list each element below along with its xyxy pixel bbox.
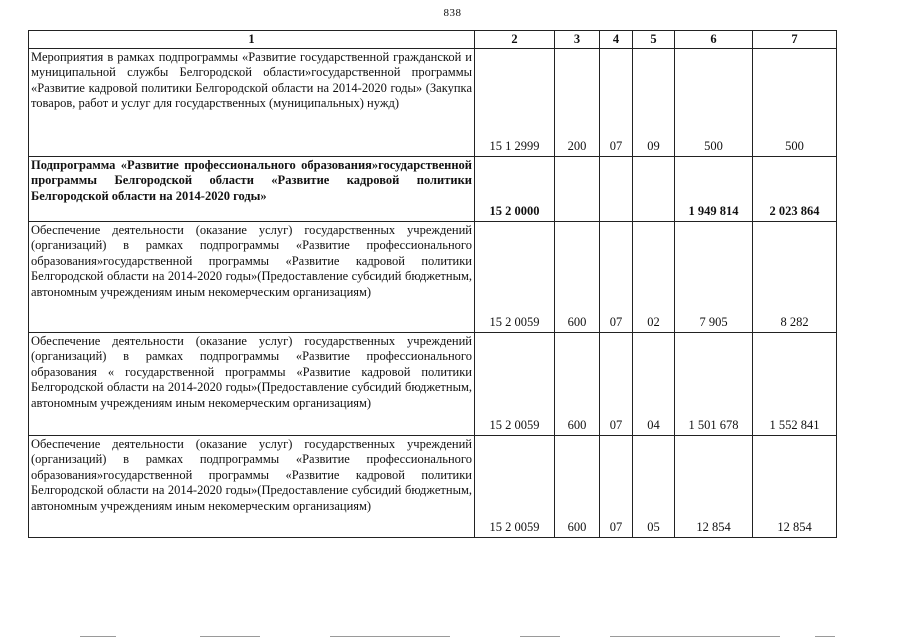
row-pr: 04 xyxy=(633,333,675,436)
row-description: Обеспечение деятельности (оказание услуг) государственных учреждений (организаций) в рамках подпрограммы «Развитие профессионального образования « государственной программы «Развитие кадровой политики Белгородской области на 2014-2020 годы»(Предоставление субсидий бюджетным, автономным учреждениям иным некомерческим организациям) xyxy=(29,333,475,436)
row-sum-2: 1 552 841 xyxy=(753,333,837,436)
row-sum-2: 2 023 864 xyxy=(753,157,837,222)
row-sum-2: 8 282 xyxy=(753,222,837,333)
row-vr: 600 xyxy=(555,436,600,538)
row-vr: 200 xyxy=(555,49,600,157)
row-rz: 07 xyxy=(600,222,633,333)
row-csr: 15 2 0000 xyxy=(475,157,555,222)
row-csr: 15 1 2999 xyxy=(475,49,555,157)
table-header-row xyxy=(29,31,837,49)
table-row xyxy=(29,333,837,436)
table-row xyxy=(29,157,837,222)
row-pr: 09 xyxy=(633,49,675,157)
table-row xyxy=(29,436,837,538)
page-number: 838 xyxy=(443,7,462,19)
row-sum-2: 500 xyxy=(753,49,837,157)
row-description: Обеспечение деятельности (оказание услуг) государственных учреждений (организаций) в рамках подпрограммы «Развитие профессионального образования»государственной программы «Развитие кадровой политики Белгородской области на 2014-2020 годы»(Предоставление субсидий бюджетным, автономным учреждениям иным некомерческим организациям) xyxy=(29,222,475,333)
header-col-6: 6 xyxy=(675,31,753,49)
row-rz xyxy=(600,157,633,222)
row-vr: 600 xyxy=(555,222,600,333)
row-description: Обеспечение деятельности (оказание услуг) государственных учреждений (организаций) в рамках подпрограммы «Развитие профессионального образования»государственной программы «Развитие кадровой политики Белгородской области на 2014-2020 годы»(Предоставление субсидий бюджетным, автономным учреждениям иным некомерческим организациям) xyxy=(29,436,475,538)
budget-table xyxy=(28,30,837,538)
row-rz: 07 xyxy=(600,333,633,436)
header-col-5: 5 xyxy=(633,31,675,49)
header-col-2: 2 xyxy=(475,31,555,49)
row-sum-1: 500 xyxy=(675,49,753,157)
row-sum-1: 7 905 xyxy=(675,222,753,333)
header-col-7: 7 xyxy=(753,31,837,49)
row-pr: 02 xyxy=(633,222,675,333)
header-col-3: 3 xyxy=(555,31,600,49)
row-sum-1: 12 854 xyxy=(675,436,753,538)
row-sum-1: 1 949 814 xyxy=(675,157,753,222)
row-sum-2: 12 854 xyxy=(753,436,837,538)
row-vr xyxy=(555,157,600,222)
row-csr: 15 2 0059 xyxy=(475,333,555,436)
header-col-1: 1 xyxy=(29,31,475,49)
row-description: Мероприятия в рамках подпрограммы «Развитие государственной гражданской и муниципальной службы Белгородской области»государственной программы «Развитие кадровой политики Белгородской области на 2014-2020 годы» (Закупка товаров, работ и услуг для государственных (муниципальных) нужд) xyxy=(29,49,475,157)
table-row xyxy=(29,49,837,157)
row-rz: 07 xyxy=(600,49,633,157)
table-row xyxy=(29,222,837,333)
scan-edge-marks xyxy=(0,634,905,640)
row-rz: 07 xyxy=(600,436,633,538)
row-pr: 05 xyxy=(633,436,675,538)
row-sum-1: 1 501 678 xyxy=(675,333,753,436)
row-csr: 15 2 0059 xyxy=(475,436,555,538)
header-col-4: 4 xyxy=(600,31,633,49)
row-vr: 600 xyxy=(555,333,600,436)
row-csr: 15 2 0059 xyxy=(475,222,555,333)
row-pr xyxy=(633,157,675,222)
row-description: Подпрограмма «Развитие профессионального образования»государственной программы Белгородской области «Развитие кадровой политики Белгородской области на 2014-2020 годы» xyxy=(29,157,475,222)
